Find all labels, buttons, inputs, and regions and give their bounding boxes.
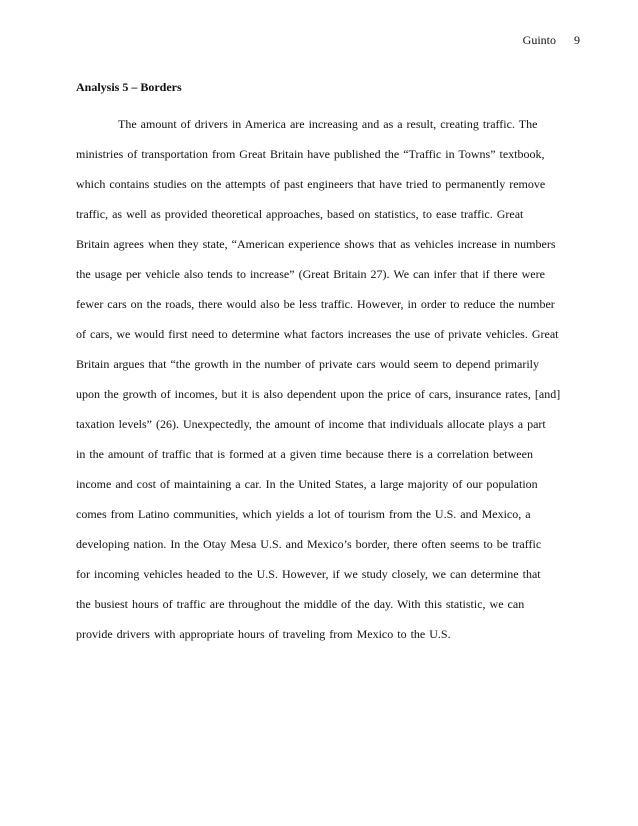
paragraph-line: The amount of drivers in America are increasing and as a result, creating traffic. The <box>118 117 538 131</box>
paragraph-line: taxation levels” (26). Unexpectedly, the amount of income that individuals allocate plays a part <box>76 417 546 431</box>
paragraph-line: the usage per vehicle also tends to increase” (Great Britain 27). We can infer that if there were <box>76 267 545 281</box>
paragraph-line: of cars, we would first need to determine what factors increases the use of private vehicles. Great <box>76 327 559 341</box>
paragraph-line: income and cost of maintaining a car. In the United States, a large majority of our population <box>76 477 538 491</box>
paragraph-line: Britain agrees when they state, “American experience shows that as vehicles increase in numbers <box>76 237 556 251</box>
paragraph-line: which contains studies on the attempts of past engineers that have tried to permanently remove <box>76 177 546 191</box>
paragraph-line: the busiest hours of traffic are throughout the middle of the day. With this statistic, we can <box>76 597 525 611</box>
paragraph-line: ministries of transportation from Great Britain have published the “Traffic in Towns” textbook, <box>76 147 545 161</box>
paragraph-line: in the amount of traffic that is formed at a given time because there is a correlation between <box>76 447 533 461</box>
paragraph-line: developing nation. In the Otay Mesa U.S. and Mexico’s border, there often seems to be traffic <box>76 537 542 551</box>
running-header <box>523 33 580 47</box>
paragraph-line: Britain argues that “the growth in the number of private cars would seem to depend primarily <box>76 357 539 371</box>
section-heading: Analysis 5 – Borders <box>76 80 182 94</box>
paragraph-line: fewer cars on the roads, there would also be less traffic. However, in order to reduce the number <box>76 297 555 311</box>
paragraph-line: traffic, as well as provided theoretical approaches, based on statistics, to ease traffic. Great <box>76 207 524 221</box>
page-number: 9 <box>574 33 580 47</box>
author-surname: Guinto <box>522 33 556 47</box>
paragraph-line: upon the growth of incomes, but it is also dependent upon the price of cars, insurance rates, [and] <box>76 387 561 401</box>
paragraph-line: provide drivers with appropriate hours of traveling from Mexico to the U.S. <box>76 627 451 641</box>
paragraph-line: comes from Latino communities, which yields a lot of tourism from the U.S. and Mexico, a <box>76 507 531 521</box>
paragraph-line: for incoming vehicles headed to the U.S. However, if we study closely, we can determine that <box>76 567 541 581</box>
